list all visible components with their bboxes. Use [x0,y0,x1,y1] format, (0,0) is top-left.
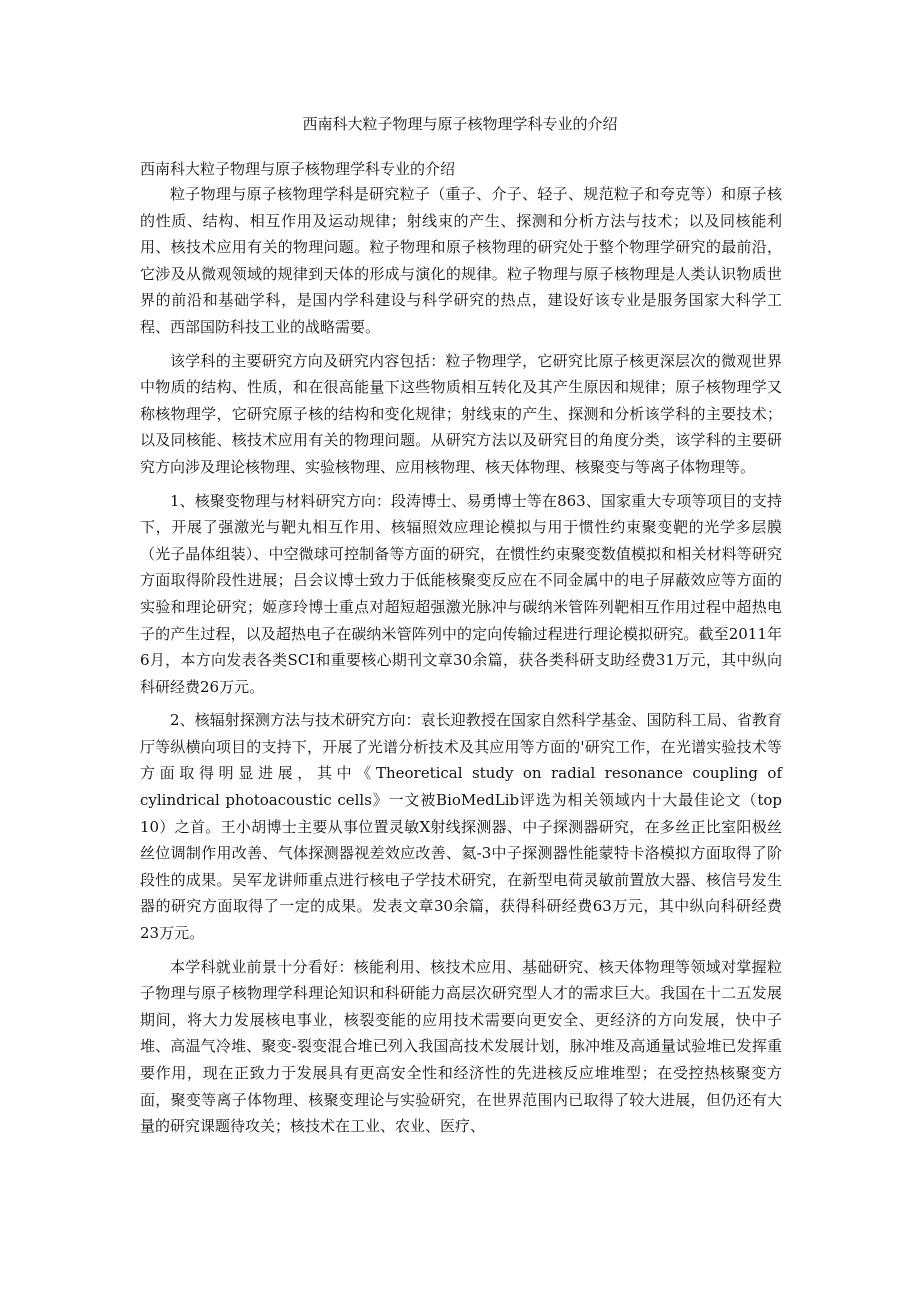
paragraph-radiation-detection: 2、核辐射探测方法与技术研究方向：袁长迎教授在国家自然科学基金、国防科工局、省教育厅等纵横向项目的支持下，开展了光谱分析技术及其应用等方面的'研究工作，在光谱实验技术等方面取得明显进展，其中《Theoretical study on radial resonance coupling of cylindrical photoacoustic cells》一文被BioMedLib评选为相关领域内十大最佳论文（top 10）之首。王小胡博士主要从事位置灵敏X射线探测器、中子探测器研究，在多丝正比室阳极丝丝位调制作用改善、气体探测器视差效应改善、氦-3中子探测器性能蒙特卡洛模拟方面取得了阶段性的成果。吴军龙讲师重点进行核电子学技术研究，在新型电荷灵敏前置放大器、核信号发生器的研究方面取得了一定的成果。发表文章30余篇，获得科研经费63万元，其中纵向科研经费23万元。 [140,711,782,943]
page-title: 西南科大粒子物理与原子核物理学科专业的介绍 [302,115,618,133]
paragraph-intro: 粒子物理与原子核物理学科是研究粒子（重子、介子、轻子、规范粒子和夸克等）和原子核的性质、结构、相互作用及运动规律；射线束的产生、探测和分析方法与技术；以及同核能利用、核技术应用有关的物理问题。粒子物理和原子核物理的研究处于整个物理学研究的最前沿，它涉及从微观领域的规律到天体的形成与演化的规律。粒子物理与原子核物理是人类认识物质世界的前沿和基础学科，是国内学科建设与科学研究的热点，建设好该专业是服务国家大科学工程、西部国防科技工业的战略需要。 [140,185,782,336]
paragraph-career-prospects: 本学科就业前景十分看好：核能利用、核技术应用、基础研究、核天体物理等领域对掌握粒子物理与原子核物理学科理论知识和科研能力高层次研究型人才的需求巨大。我国在十二五发展期间，将大力发展核电事业，核裂变能的应用技术需要向更安全、更经济的方向发展，快中子堆、高温气冷堆、聚变-裂变混合堆已列入我国高技术发展计划，脉冲堆及高通量试验堆已发挥重要作用，现在正致力于发展具有更高安全性和经济性的先进核反应堆堆型；在受控热核聚变方面，聚变等离子体物理、核聚变理论与实验研究，在世界范围内已取得了较大进展，但仍还有大量的研究课题待攻关；核技术在工业、农业、医疗、 [140,957,782,1136]
paragraph-research-directions: 该学科的主要研究方向及研究内容包括：粒子物理学，它研究比原子核更深层次的微观世界中物质的结构、性质，和在很高能量下这些物质相互转化及其产生原因和规律；原子核物理学又称核物理学，它研究原子核的结构和变化规律；射线束的产生、探测和分析该学科的主要技术；以及同核能、核技术应用有关的物理问题。从研究方法以及研究目的角度分类，该学科的主要研究方向涉及理论核物理、实验核物理、应用核物理、核天体物理、核聚变与等离子体物理等。 [140,351,782,476]
document-body [140,157,782,1140]
paragraph-fusion-materials: 1、核聚变物理与材料研究方向：段涛博士、易勇博士等在863、国家重大专项等项目的支持下，开展了强激光与靶丸相互作用、核辐照效应理论模拟与用于惯性约束聚变靶的光学多层膜（光子晶体组装）、中空微球可控制备等方面的研究，在惯性约束聚变数值模拟和相关材料等研究方面取得阶段性进展；吕会议博士致力于低能核聚变反应在不同金属中的电子屏蔽效应等方面的实验和理论研究；姬彦玲博士重点对超短超强激光脉冲与碳纳米管阵列靶相互作用过程中超热电子的产生过程，以及超热电子在碳纳米管阵列中的定向传输过程进行理论模拟研究。截至2011年6月，本方向发表各类SCI和重要核心期刊文章30余篇，获各类科研支助经费31万元，其中纵向科研经费26万元。 [140,491,782,696]
document-subtitle: 西南科大粒子物理与原子核物理学科专业的介绍 [140,160,456,178]
